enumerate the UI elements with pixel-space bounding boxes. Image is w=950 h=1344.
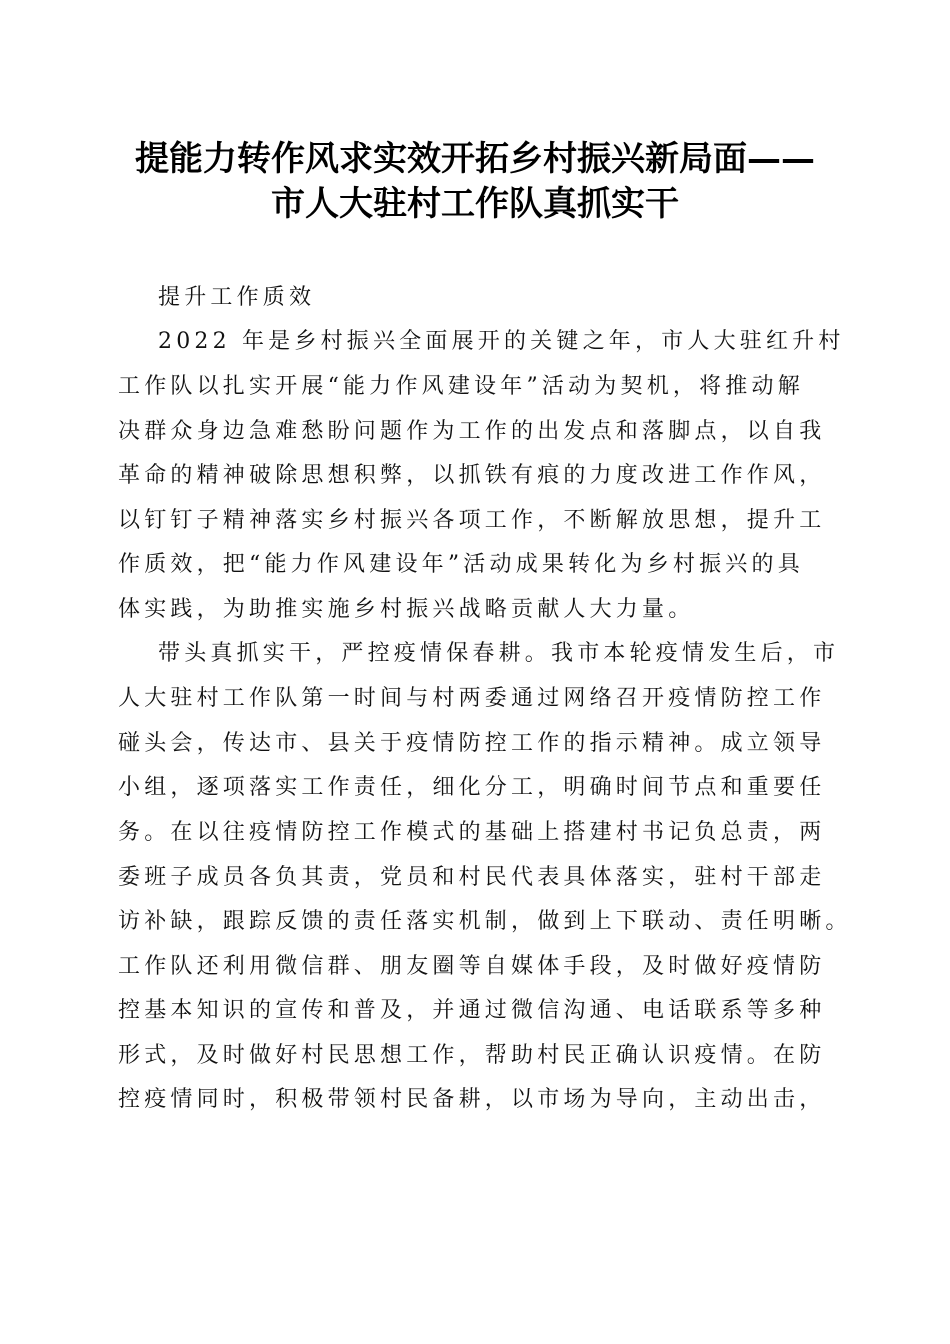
body-line: 访补缺，跟踪反馈的责任落实机制，做到上下联动、责任明晰。 [118,909,852,934]
body-line: 人大驻村工作队第一时间与村两委通过网络召开疫情防控工作 [118,686,826,711]
body-line: 工作队以扎实开展“能力作风建设年”活动为契机，将推动解 [118,374,804,399]
document-title-line-1: 提能力转作风求实效开拓乡村振兴新局面—— [135,139,815,179]
body-line: 控基本知识的宣传和普及，并通过微信沟通、电话联系等多种 [118,998,826,1023]
body-line: 工作队还利用微信群、朋友圈等自媒体手段，及时做好疫情防 [118,954,826,979]
body-line: 革命的精神破除思想积弊，以抓铁有痕的力度改进工作作风， [118,463,826,488]
body-line: 体实践，为助推实施乡村振兴战略贡献人大力量。 [118,597,695,622]
body-line: 2022 年是乡村振兴全面展开的关键之年，市人大驻红升村 [158,329,845,354]
body-line: 委班子成员各负其责，党员和村民代表具体落实，驻村干部走 [118,865,826,890]
body-line: 带头真抓实干，严控疫情保春耕。我市本轮疫情发生后，市 [158,641,840,666]
document-title-line-2: 市人大驻村工作队真抓实干 [271,184,679,224]
section-heading: 提升工作质效 [158,285,316,310]
body-line: 决群众身边急难愁盼问题作为工作的出发点和落脚点，以自我 [118,419,826,444]
body-line: 务。在以往疫情防控工作模式的基础上搭建村书记负总责，两 [118,820,826,845]
body-line: 小组，逐项落实工作责任，细化分工，明确时间节点和重要任 [118,775,826,800]
body-line: 控疫情同时，积极带领村民备耕，以市场为导向，主动出击， [118,1087,826,1112]
body-line: 形式，及时做好村民思想工作，帮助村民正确认识疫情。在防 [118,1043,826,1068]
body-line: 作质效，把“能力作风建设年”活动成果转化为乡村振兴的具 [118,552,804,577]
body-line: 碰头会，传达市、县关于疫情防控工作的指示精神。成立领导 [118,731,826,756]
body-line: 以钉钉子精神落实乡村振兴各项工作，不断解放思想，提升工 [118,508,826,533]
